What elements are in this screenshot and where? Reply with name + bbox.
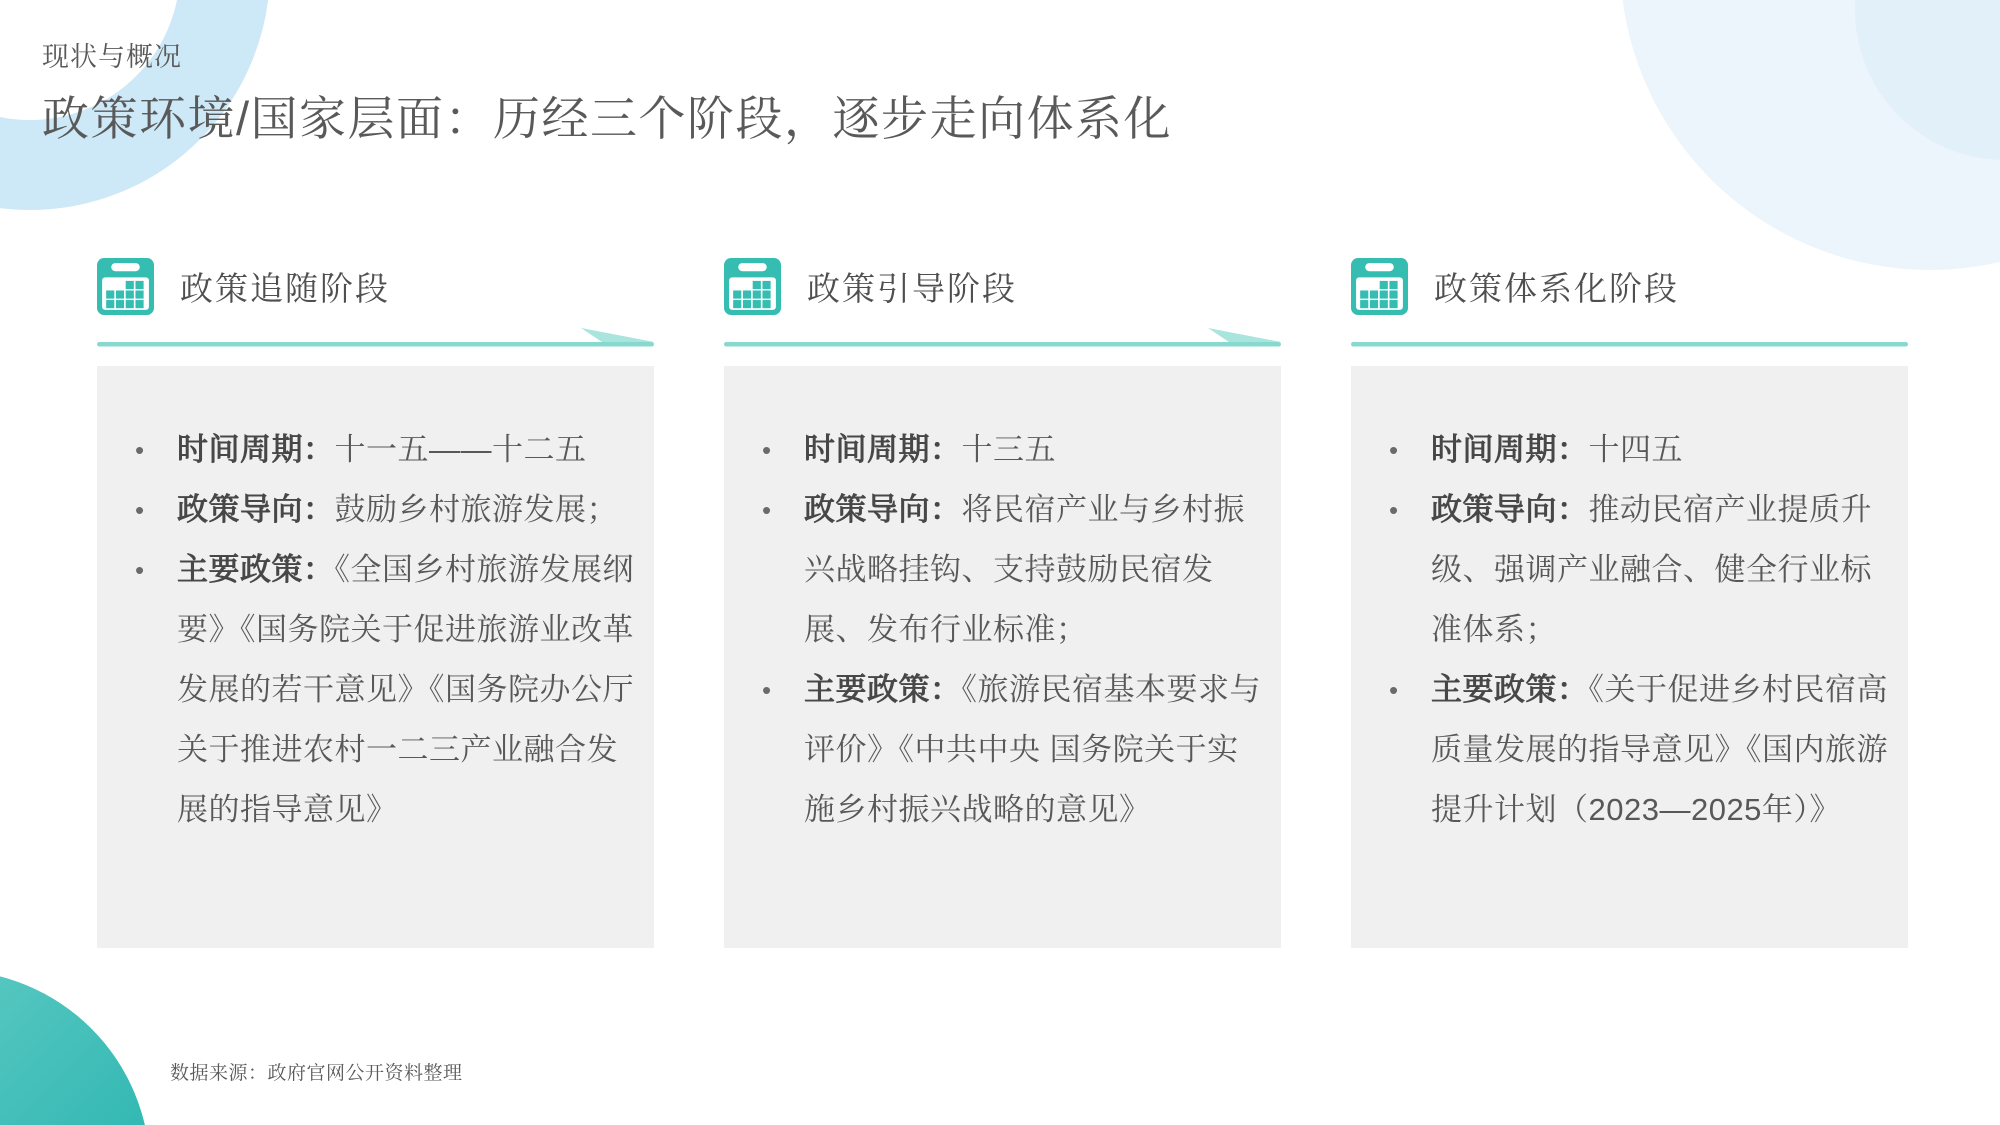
policy-stage-column <box>724 258 1281 948</box>
bullet-label: 时间周期： <box>177 432 335 467</box>
bullet-text: 十一五——十二五 <box>334 432 587 467</box>
column-title: 政策追随阶段 <box>180 270 390 307</box>
bullet-label: 时间周期： <box>804 432 962 467</box>
bullet-text: 《全国乡村旅游发展纲要》《国务院关于促进旅游业改革发展的若干意见》《国务院办公厅关于推进农村一二三产业融合发展的指导意见》 <box>177 552 634 827</box>
bullet-text: 《旅游民宿基本要求与评价》《中共中央 国务院关于实施乡村振兴战略的意见》 <box>804 672 1261 827</box>
bullet-text: 十三五 <box>961 432 1056 467</box>
calendar-icon <box>97 258 154 315</box>
bullet-label: 主要政策： <box>177 552 335 587</box>
bullet-text: 《关于促进乡村民宿高质量发展的指导意见》《国内旅游提升计划（2023—2025年）》 <box>1431 672 1888 827</box>
calendar-icon <box>1351 258 1408 315</box>
bullet-list <box>1381 420 1888 840</box>
bullet-label: 主要政策： <box>804 672 962 707</box>
bullet-label: 时间周期： <box>1431 432 1589 467</box>
bullet-text: 鼓励乡村旅游发展； <box>334 492 618 527</box>
bullet-item <box>754 660 1261 840</box>
column-header <box>724 258 1281 315</box>
section-eyebrow: 现状与概况 <box>42 42 182 72</box>
bullet-item <box>1381 660 1888 840</box>
bullet-item <box>127 540 634 840</box>
bullet-text: 推动民宿产业提质升级、强调产业融合、健全行业标准体系； <box>1431 492 1872 647</box>
page-title: 政策环境/国家层面：历经三个阶段，逐步走向体系化 <box>42 92 1173 145</box>
source-note: 数据来源：政府官网公开资料整理 <box>170 1063 463 1084</box>
policy-stage-box <box>1351 366 1908 948</box>
bullet-list <box>754 420 1261 840</box>
bullet-label: 主要政策： <box>1431 672 1589 707</box>
bullet-item <box>754 420 1261 480</box>
policy-stage-column <box>1351 258 1908 948</box>
underline-line <box>1351 327 1908 349</box>
policy-stage-box <box>724 366 1281 948</box>
underline-arrow <box>724 327 1281 349</box>
underline-arrow <box>97 327 654 349</box>
calendar-icon <box>724 258 781 315</box>
bullet-item <box>754 480 1261 660</box>
policy-stage-column <box>97 258 654 948</box>
decor-circle-bottom-left <box>0 970 150 1125</box>
bullet-item <box>127 480 634 540</box>
policy-stage-columns <box>97 258 1908 948</box>
bullet-text: 十四五 <box>1588 432 1683 467</box>
bullet-list <box>127 420 634 840</box>
bullet-item <box>1381 420 1888 480</box>
slide-header <box>42 40 1172 148</box>
decor-circle-top-right-corner <box>1855 0 2000 160</box>
bullet-label: 政策导向： <box>804 492 962 527</box>
policy-stage-box <box>97 366 654 948</box>
decor-circle-top-right <box>1620 0 2000 270</box>
column-title: 政策体系化阶段 <box>1434 270 1679 307</box>
bullet-label: 政策导向： <box>177 492 335 527</box>
bullet-item <box>127 420 634 480</box>
bullet-text: 将民宿产业与乡村振兴战略挂钩、支持鼓励民宿发展、发布行业标准； <box>804 492 1245 647</box>
bullet-item <box>1381 480 1888 660</box>
bullet-label: 政策导向： <box>1431 492 1589 527</box>
column-title: 政策引导阶段 <box>807 270 1017 307</box>
column-header <box>1351 258 1908 315</box>
column-header <box>97 258 654 315</box>
